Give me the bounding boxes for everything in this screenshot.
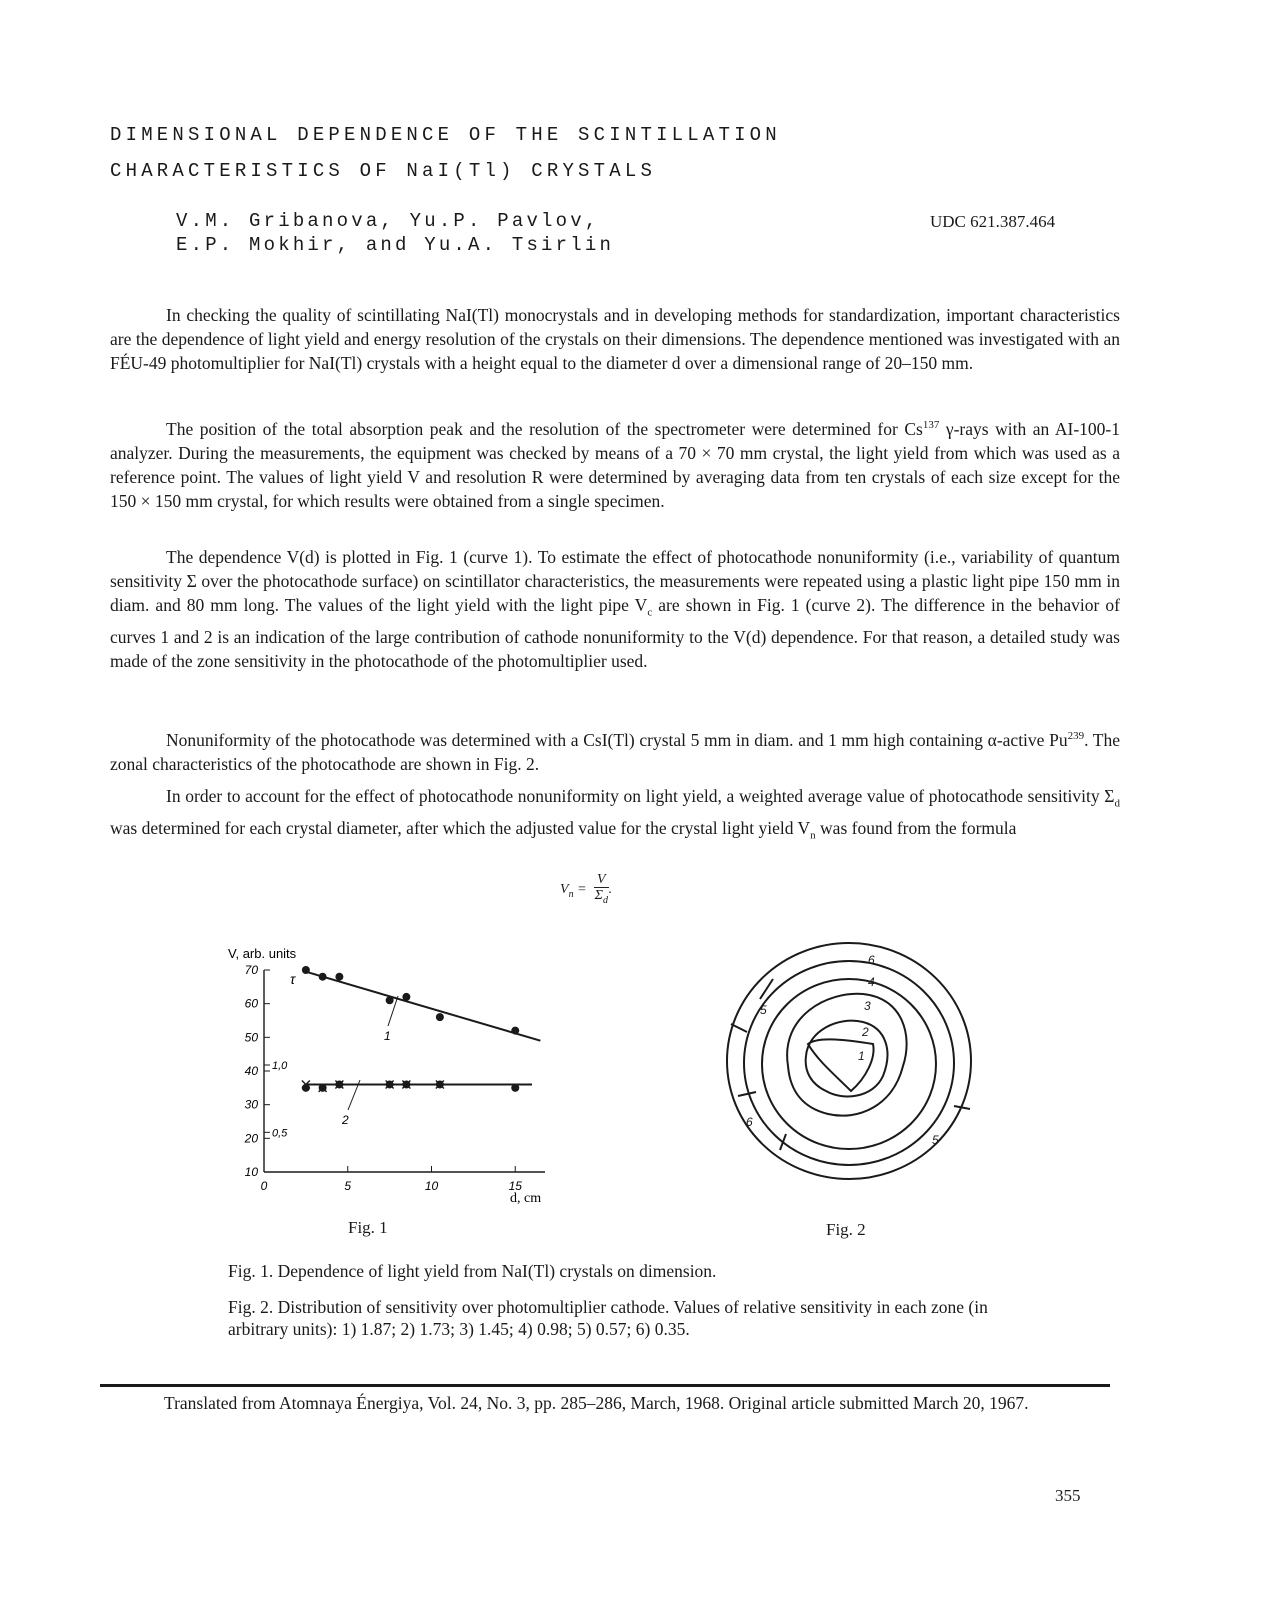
fig1-y-tick-label: 20	[244, 1131, 258, 1146]
paragraph-4: Nonuniformity of the photocathode was determined with a CsI(Tl) crystal 5 mm in diam. and 1 mm high containing α-active Pu$^{239}$. The zonal characteristics of the photocathode are shown in Fig. 2.	[110, 729, 1120, 774]
zone-divider-4	[780, 1134, 786, 1150]
fig1-caption: Fig. 1. Dependence of light yield from NaI(Tl) crystals on dimension.	[228, 1261, 717, 1281]
authors-line-2: E.P. Mokhir, and Yu.A. Tsirlin	[176, 234, 615, 256]
zone-label-6-top: 6	[868, 953, 875, 967]
zone-divider-3	[738, 1092, 756, 1096]
data-point-curve-1	[436, 1013, 444, 1021]
fig2-label: Fig. 2	[826, 1220, 866, 1239]
fig1-x-tick-label: 10	[424, 1179, 439, 1193]
zone-label-2: 2	[862, 1025, 869, 1039]
fit-line-curve-1	[306, 972, 541, 1041]
zone-label-4: 4	[868, 975, 875, 989]
fig1-secondary-tick-label: 0,5	[272, 1127, 288, 1140]
zone-label-1: 1	[858, 1049, 865, 1063]
fig1-y-tick-label: 60	[244, 996, 258, 1011]
fig1-y-tick-label: 50	[244, 1030, 258, 1045]
fig1-xlabel: d, cm	[510, 1191, 542, 1206]
data-point-curve-1	[319, 973, 327, 981]
curve2-label: 2	[342, 1113, 349, 1127]
fig1-y-ticks-secondary	[264, 1060, 288, 1139]
fig1-y-ticks	[244, 963, 270, 1179]
paragraph-1: In checking the quality of scintillating NaI(Tl) monocrystals and in developing methods for standardization, important characteristics are the dependence of light yield and energy resolution of the crystals on their dimensions. The dependence mentioned was investigated with an FÉU-49 photomultiplier for NaI(Tl) crystals with a height equal to the diameter d over a dimensional range of 20–150 mm.	[110, 305, 1120, 373]
fig2-caption: Fig. 2. Distribution of sensitivity over photomultiplier cathode. Values of relative sensitivity in each zone (in arbitrary units): 1) 1.87; 2) 1.73; 3) 1.45; 4) 0.98; 5) 0.57; 6) 0.35.	[228, 1297, 988, 1339]
data-point-curve-1	[386, 996, 394, 1004]
fig1-x-tick-label: 15	[508, 1179, 522, 1193]
authors-line-1: V.M. Gribanova, Yu.P. Pavlov,	[176, 210, 600, 232]
paragraph-2: The position of the total absorption peak and the resolution of the spectrometer were determined for Cs$^{137}$ γ-rays with an AI-100-1 analyzer. During the measurements, the equipment was checked by means of a 70 × 70 mm crystal, the light yield from which was used as a reference point. The values of light yield V and resolution R were determined by averaging data from ten crystals of each size except for the 150 × 150 mm crystal, for which results were obtained from a single specimen.	[110, 418, 1120, 511]
paragraph-5: In order to account for the effect of photocathode nonuniformity on light yield, a weighted average value of photocathode sensitivity $\Sigma_d$ was determined for each crystal diameter, after which the adjusted value for the crystal light yield $V_n$ was found from the formula	[110, 786, 1120, 841]
data-point-curve-1	[335, 973, 343, 981]
fig2-diagram	[718, 936, 988, 1206]
zone-1-boundary	[808, 1039, 874, 1091]
fig1-x-tick-label: 0	[260, 1179, 268, 1193]
fig1-y-tick-label: 30	[244, 1097, 258, 1112]
curve1-label: 1	[384, 1029, 391, 1043]
fig1-ylabel: V, arb. units	[228, 946, 297, 961]
title-line-1: DIMENSIONAL DEPENDENCE OF THE SCINTILLATION	[110, 124, 781, 146]
formula: $V_n$ = $\frac{V}{\Sigma_d}$ .	[560, 872, 613, 906]
zone-label-3: 3	[864, 999, 871, 1013]
fig1-y-tick-label: 10	[244, 1165, 258, 1179]
fig1-x-tick-label: 5	[344, 1179, 352, 1193]
zone-label-6-left: 6	[746, 1115, 753, 1129]
fig1-secondary-tick-label: 1,0	[272, 1060, 288, 1072]
page-number: 355	[1055, 1486, 1081, 1505]
data-point-curve-1	[402, 993, 410, 1001]
title-line-2: CHARACTERISTICS OF NaI(Tl) CRYSTALS	[110, 160, 657, 182]
footnote: Translated from Atomnaya Énergiya, Vol. 24, No. 3, pp. 285–286, March, 1968. Original article submitted March 20, 1967.	[164, 1393, 1029, 1413]
tau-label: τ	[290, 971, 296, 987]
zone-label-5-right: 5	[932, 1133, 939, 1147]
fig1-x-ticks	[261, 1166, 523, 1193]
fig1-points	[302, 966, 519, 1092]
zone-5-boundary	[744, 961, 954, 1165]
fig1-fit-lines	[306, 972, 541, 1085]
fig1-y-tick-label: 40	[244, 1064, 258, 1078]
data-point-curve-1	[302, 966, 310, 974]
udc-code: UDC 621.387.464	[930, 212, 1056, 231]
zone-divider-2	[731, 1024, 747, 1032]
footnote-rule	[100, 1384, 1110, 1387]
data-point-curve-1	[511, 1027, 519, 1035]
fig1-chart	[220, 940, 560, 1210]
fig1-label: Fig. 1	[348, 1218, 388, 1237]
zone-label-5-left: 5	[760, 1003, 767, 1017]
fig1-y-tick-label: 70	[244, 963, 258, 977]
data-point-curve-2	[511, 1084, 519, 1092]
paragraph-3: The dependence V(d) is plotted in Fig. 1 (curve 1). To estimate the effect of photocathode nonuniformity (i.e., variability of quantum sensitivity Σ over the photocathode surface) on scintillator characteristics, the measurements were repeated using a plastic light pipe 150 mm in diam. and 80 mm long. The values of the light yield with the light pipe $V_c$ are shown in Fig. 1 (curve 2). The difference in the behavior of curves 1 and 2 is an indication of the large contribution of cathode nonuniformity to the V(d) dependence. For that reason, a detailed study was made of the zone sensitivity in the photocathode of the photomultiplier used.	[110, 547, 1120, 671]
